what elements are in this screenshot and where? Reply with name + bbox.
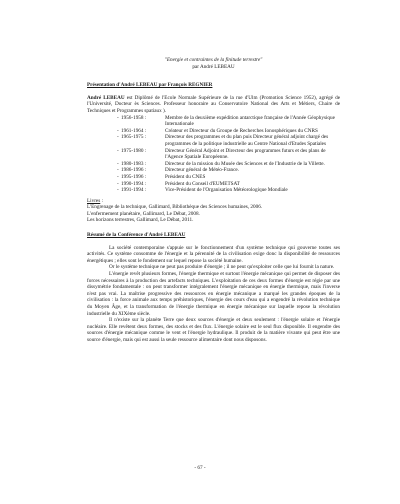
timeline-entry (117, 174, 340, 181)
bullet-dash: - (117, 134, 119, 141)
bullet-dash: - (117, 173, 119, 180)
timeline-period: 1975-1980 : (121, 147, 147, 154)
timeline-description: Directeur de la mission du Musée des Sciences et de l'Industrie de la Villette. (165, 160, 325, 167)
timeline-entry (117, 128, 340, 135)
bullet-dash: - (117, 114, 119, 121)
resume-paragraph: L'énergie revêt plusieurs formes, l'énergie thermique et surtout l'énergie mécanique qui permet de disposer des forces nécessaires à la production des artefacts techniques. L'exploitation de ces deux formes d'énergie est régie par une dissymétrie fondamentale : on peut transformer intégralement l'énergie mécanique en énergie thermique, mais l'inverse n'est pas vrai. La maîtrise progressive des ressources en énergie mécanique a marqué les grandes époques de la civilisation : la force animale aux temps préhistoriques, l'énergie des cours d'eau qui a engendré la révolution technique du Moyen Âge, et la transformation de l'énergie thermique en énergie mécanique sur laquelle repose la révolution industrielle du XIXème siècle. (87, 271, 340, 317)
presentation-heading: Présentation d'André LEBEAU par François REGNIER (87, 82, 213, 89)
presentation-intro (87, 95, 340, 115)
timeline-entry (117, 148, 340, 161)
timeline-entry (117, 187, 340, 194)
document-title: "Energie et contraintes de la finitude terrestre" (164, 57, 263, 63)
resume-heading: Résumé de la Conférence d'André LEBEAU (87, 232, 186, 239)
page-number: - 67 - (194, 465, 206, 471)
resume-paragraph: Or le système technique ne peut pas produire d'énergie ; il ne peut qu'exploiter celle que lui fournit la nature. (109, 264, 335, 271)
timeline-period: 1980-1983 : (121, 160, 147, 167)
timeline-entry (117, 115, 340, 128)
timeline-description: Président du Conseil d'EUMETSAT (165, 180, 240, 187)
document-byline: par André LEBEAU (192, 63, 235, 70)
timeline-period: 1990-1994 : (121, 180, 147, 187)
bullet-dash: - (117, 167, 119, 174)
timeline-description: Créateur et Directeur du Groupe de Recherches Ionosphériques du CNRS (165, 127, 318, 134)
books-section (87, 198, 340, 224)
timeline-period: 1991-1994 : (121, 187, 147, 194)
resume-paragraph: Il n'existe sur la planète Terre que deux sources d'énergie et deux seulement : l'énergie solaire et l'énergie nucléaire. Elle revêtent deux formes, des stocks et des flux. L'énergie solaire est le seul flux disponible. Il engendre des sources d'énergie mécanique comme le vent et l'énergie hydraulique. Il produit de la matière vivante qui peut être une source d'énergie, mais qui est aussi la seule ressource alimentaire dont nous disposons. (87, 317, 340, 343)
bullet-dash: - (117, 187, 119, 194)
resume-paragraph: La société contemporaine s'appuie sur le fonctionnement d'un système technique qui gouverne toutes ses activités. Ce système consomme de l'énergie et la pérennité de la civilisation exige donc la disponibilité de ressources énergétiques ; elles sont le fondement sur lequel repose la société humaine. (87, 244, 340, 264)
bullet-dash: - (117, 180, 119, 187)
timeline-entry (117, 181, 340, 188)
timeline-description: Directeur général de Météo-France. (165, 167, 240, 174)
speaker-name: André LEBEAU (87, 94, 125, 101)
timeline-description: Président du CNES (165, 173, 206, 180)
career-timeline (87, 115, 340, 194)
timeline-period: 1956-1958 : (121, 114, 147, 121)
timeline-period: 1965-1975 : (121, 134, 147, 141)
timeline-entry (117, 134, 340, 147)
timeline-period: 1995-1996 : (121, 173, 147, 180)
timeline-description: Directeur Général Adjoint et Directeur des programmes futurs et des plans de l'Agence Spatiale Européenne. (165, 147, 326, 161)
book-item: Les horizons terrestres, Gallimard, Le Débat, 2011. (87, 217, 194, 224)
book-item: L'Engrenage de la technique, Gallimard, Bibliothèque des Sciences humaines, 2006. (87, 204, 263, 211)
timeline-entry (117, 161, 340, 168)
intro-text: est Diplômé de l'Ecole Normale Supérieure de la rue d'Ulm (Promotion Science 1952), agrégé de l'Université, Docteur ès Sciences. Professeur honoraire au Conservatoire National des Arts et Métiers, Chaire de Techniques et Programmes spatiaux ). (87, 94, 340, 114)
bullet-dash: - (117, 160, 119, 167)
timeline-description: Directeur des programmes et du plan puis Directeur général adjoint chargé des programmes de la politique industrielle au Centre National d'Etudes Spatiales (165, 134, 329, 147)
timeline-period: 1986-1996 : (121, 167, 147, 174)
timeline-description: Vice-Président de l'Organisation Météorologique Mondiale (165, 187, 288, 194)
bullet-dash: - (117, 127, 119, 134)
books-colon: : (100, 197, 104, 204)
books-label: Livres (87, 197, 101, 204)
timeline-description: Membre de la deuxième expédition antarctique française de l'Année Géophysique Internationale (165, 114, 335, 128)
bullet-dash: - (117, 147, 119, 154)
timeline-period: 1961-1964 : (121, 127, 147, 134)
book-item: L'enfermement planétaire, Gallimard, Le Débat, 2008. (87, 210, 200, 217)
timeline-entry (117, 167, 340, 174)
